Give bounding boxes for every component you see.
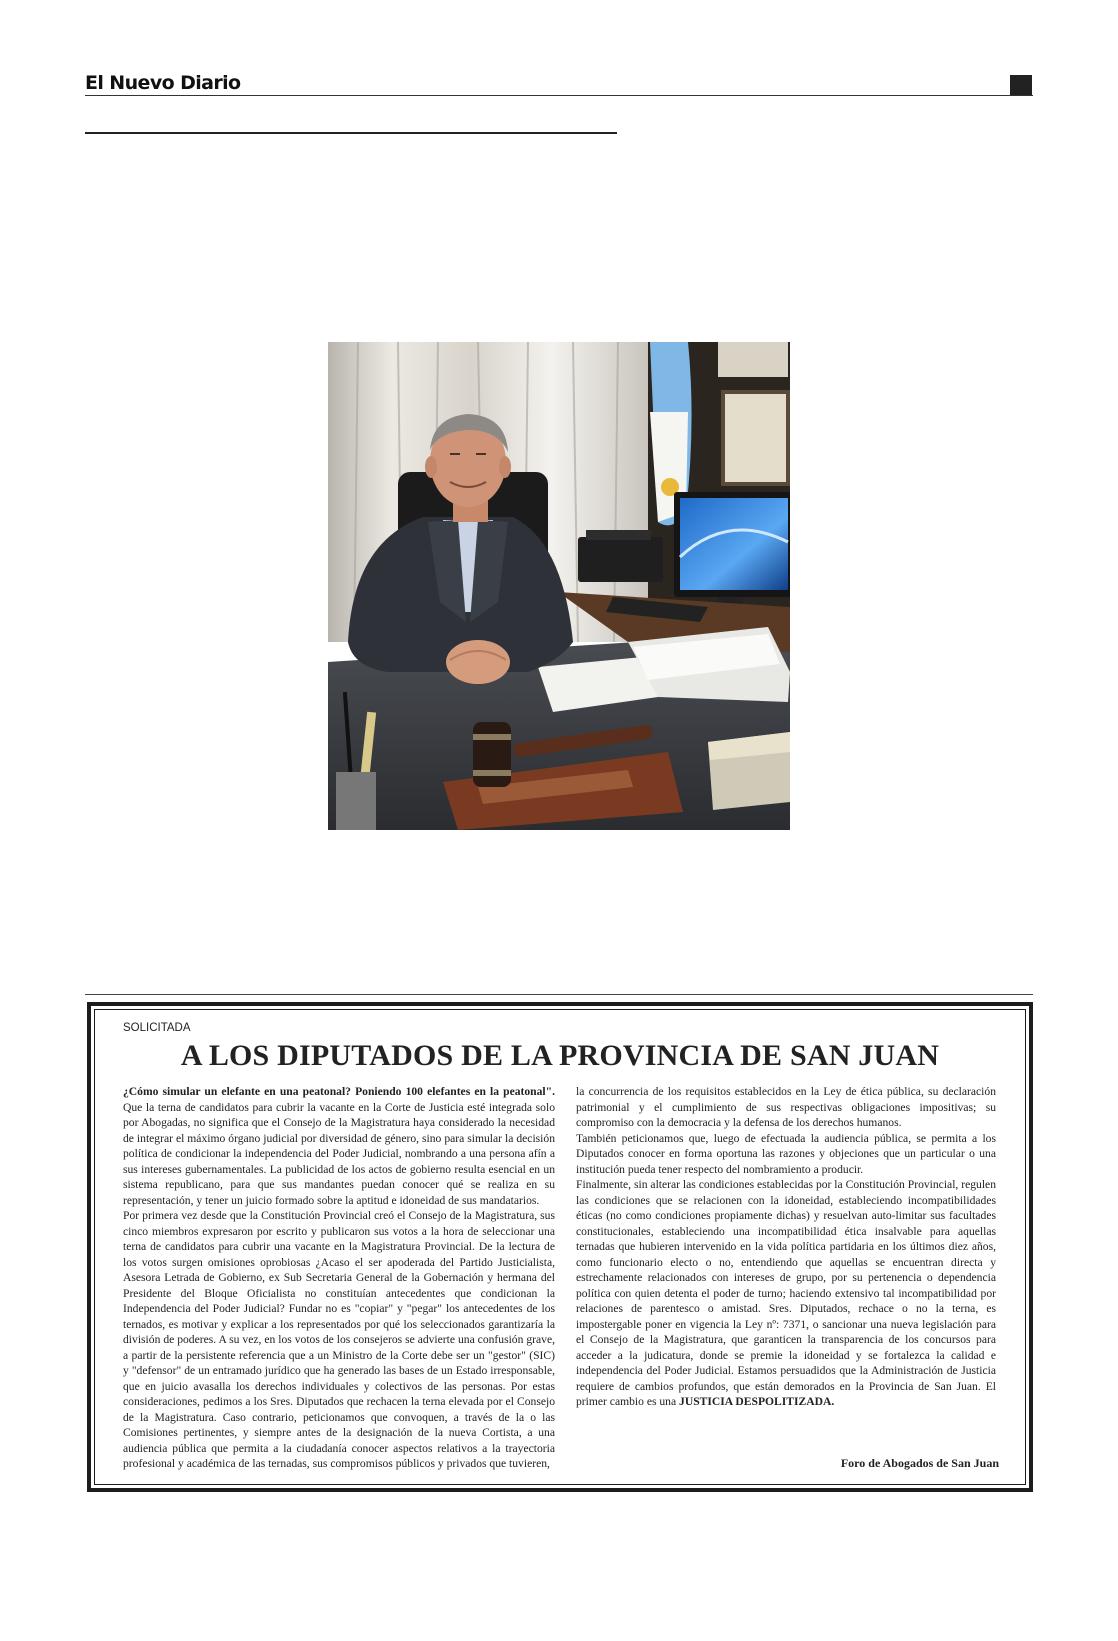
text-column-left — [123, 1084, 555, 1472]
paragraph-4: También peticionamos que, luego de efectuada la audiencia pública, se permita a los Diputados conocer en forma oportuna las razones y objeciones que un particular o una institución pueda tener respecto del nombramiento a producir. — [576, 1131, 996, 1176]
paragraph-3: la concurrencia de los requisitos establecidos en la Ley de ética pública, su declaración patrimonial y el cumplimiento de sus respectivas obligaciones impositivas; su compromiso con la democracia y la defensa de los derechos humanos. — [576, 1085, 996, 1129]
text-column-right — [576, 1084, 996, 1410]
paragraph-1-body: Que la terna de candidatos para cubrir la vacante en la Corte de Justicia esté integrada solo por Abogadas, no significa que el Consejo de la Magistratura haya considerado la necesidad de integrar el máximo órgano judicial por diversidad de género, sino para simular la decisión política de condicionar la independencia del Poder Judicial, nombrando a una persona afín a sus intereses gubernamentales. La publicidad de los actos de gobierno resulta esencial en un sistema republicano, para que sus mandantes puedan conocer qué se realiza en su representación, y tener un juicio formado sobre la aptitud e idoneidad de sus mandatarios. — [123, 1100, 555, 1207]
masthead-logo: El Nuevo Diario — [85, 72, 241, 94]
header-rule — [85, 95, 1033, 96]
lead-question: ¿Cómo simular un elefante en una peatonal? Poniendo 100 elefantes en la peatonal". — [123, 1085, 555, 1098]
signature: Foro de Abogados de San Juan — [840, 1456, 999, 1470]
page-marker — [1010, 75, 1032, 95]
section-rule — [85, 132, 617, 134]
portrait-photo — [328, 342, 790, 830]
paragraph-2: Por primera vez desde que la Constitución Provincial creó el Consejo de la Magistratura, sus cinco miembros expresaron por escrito y publicaron sus votos a la hora de seleccionar una terna de candidatos para cubrir una vacante en la Magistratura Provincial. De la lectura de los votos surgen omisiones oprobiosas ¿Acaso el ser apoderada del Partido Justicialista, Asesora Letrada de Gobierno, ex Sub Secretaria General de la Gobernación y hermana del Presidente del Bloque Oficialista no constituían antecedentes que condicionan la Independencia del Poder Judicial? Fundar no es "copiar" y "pegar" los antecedentes de los ternados, es motivar y explicar a los representados por qué los seleccionados garantizaría la división de poderes. A su vez, en los votos de los consejeros se advierte una confusión grave, a partir de la persistente referencia que a un Ministro de la Corte debe ser un "gestor" (SIC) y "defensor" de un entramado jurídico que ha generado las bases de un Estado irresponsable, que en juicio avasalla los derechos individuales y colectivos de las personas. Por estas consideraciones, pedimos a los Sres. Diputados que rechacen la terna elevada por el Consejo de la Magistratura. Caso contrario, peticionamos que convoquen, a través de la o las Comisiones pertinentes, y siempre antes de la designación de la nueva Cortista, a una audiencia pública que permita a la ciudadanía conocer aspectos relativos a la trayectoria profesional y académica de las ternadas, sus compromisos públicos y privados que tuvieren, — [123, 1209, 555, 1470]
paragraph-5-body: Finalmente, sin alterar las condiciones establecidas por la Constitución Provincial, regulen las condiciones que se relacionen con la idoneidad, estableciendo incompatibilidades éticas (no como condiciones propiamente dichas) y resuelvan auto-limitar sus facultades constitucionales, estableciendo una incompatibilidad ética insalvable para aquellas ternadas que hubieren intervenido en la vida política partidaria en los últimos diez años, como funcionario electo o no, entendiendo que aquellas se encuentran directa y estrechamente relacionados con intereses de grupo, por su pertenencia o dependencia política con quien detenta el poder de turno; haciendo extensivo tal incompatibilidad por relaciones de parentesco o amistad. Sres. Diputados, rechace o no la terna, es impostergable poner en vigencia la Ley nº: 7371, o sancionar una nueva legislación para el Consejo de la Magistratura, que garanticen la transparencia de los concursos para acceder a la judicatura, donde se premie la idoneidad y se fortalezca la calidad e independencia del Poder Judicial. Estamos persuadidos que la Administración de Justicia requiere de cambios profundos, que están demorados en la Provincia de San Juan. El primer cambio es una — [576, 1178, 996, 1408]
ad-top-rule — [85, 994, 1033, 995]
paragraph-1 — [123, 1084, 555, 1208]
solicitada-box — [87, 1002, 1033, 1492]
solicitada-kicker: SOLICITADA — [123, 1022, 191, 1034]
closing-emphasis: JUSTICIA DESPOLITIZADA. — [679, 1395, 835, 1408]
solicitada-inner-frame — [94, 1009, 1026, 1485]
solicitada-headline: A LOS DIPUTADOS DE LA PROVINCIA DE SAN JUAN — [180, 1039, 940, 1072]
paragraph-5 — [576, 1177, 996, 1410]
